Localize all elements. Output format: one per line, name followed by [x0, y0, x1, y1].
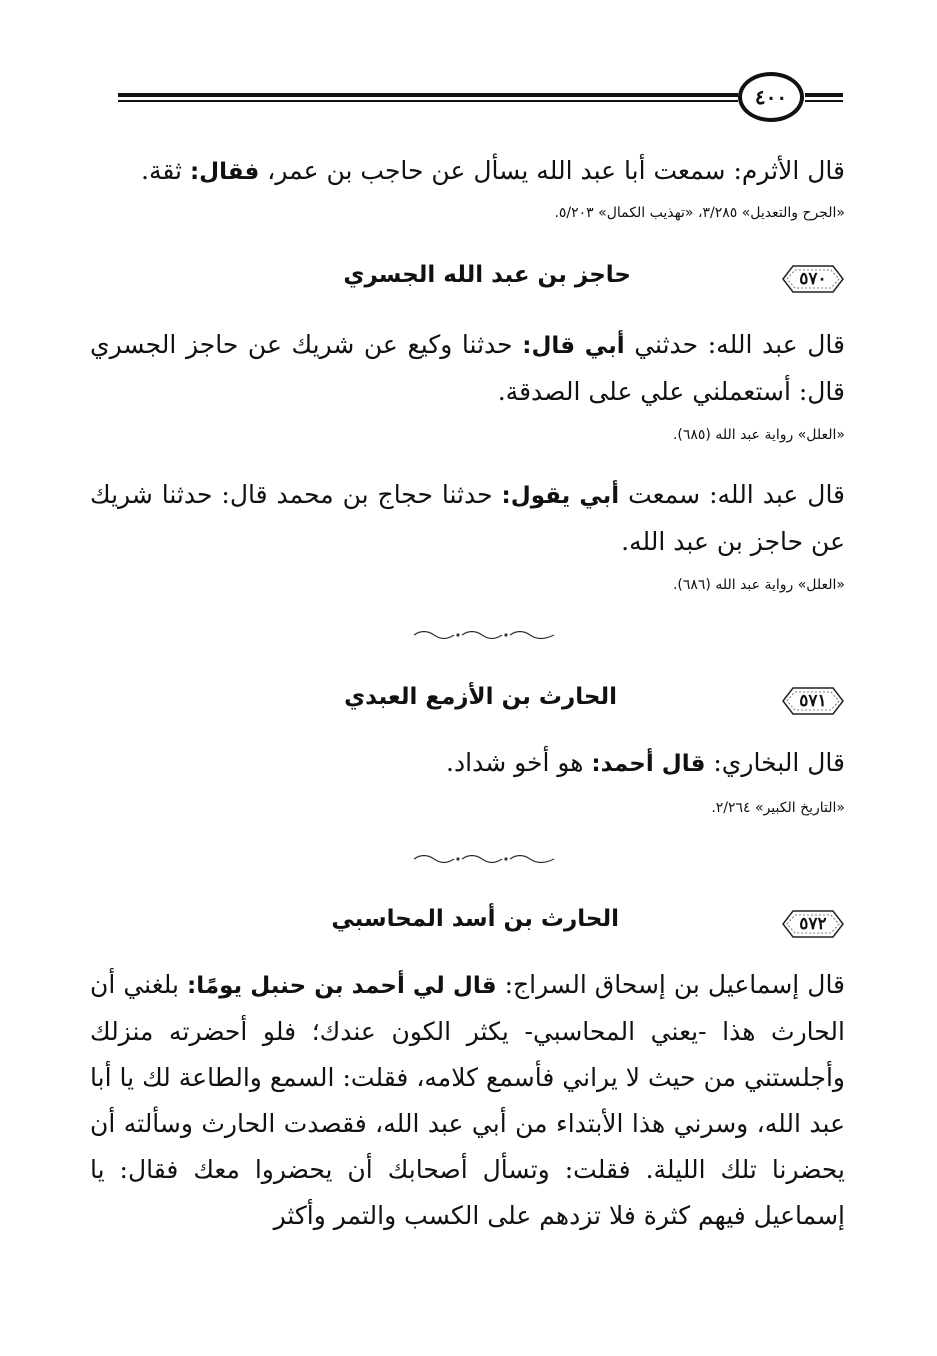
page-number: ٤٠٠ — [738, 72, 804, 122]
text-run: قال عبد الله: حدثني — [624, 330, 845, 359]
bold-text-run: أبي يقول: — [501, 483, 620, 509]
entry-number-badge — [781, 907, 845, 941]
text-run: حدثنا وكيع عن شريك عن حاجز الجسري قال: أستعملني علي على الصدقة. — [90, 330, 845, 406]
bold-text-run: أبي قال: — [522, 333, 625, 359]
divider-ornament-icon — [410, 852, 558, 866]
text-run: هو أخو شداد. — [446, 748, 592, 777]
entry-title: حاجز بن عبد الله الجسري — [343, 262, 631, 288]
paragraph-571-1 — [90, 740, 845, 787]
paragraph-athram — [85, 148, 845, 195]
text-run: قال البخاري: — [705, 748, 845, 777]
entry-number: ٥٧٠ — [799, 269, 827, 289]
paragraph-570-2 — [90, 472, 845, 565]
reference-citation: «الجرح والتعديل» ٣/٢٨٥، «تهذيب الكمال» ٥/٢٠٣. — [554, 205, 845, 221]
text-run: بلغني أن الحارث هذا -يعني المحاسبي- يكثر الكون عندك؛ فلو أحضرته منزلك وأجلستني من حيث لا يراني فأسمع كلامه، فقلت: السمع والطاعة لك يا أبا عبد الله، وسرني هذا الأبتداء من أبي عبد الله، فقصدت الحارث وسألته أن يحضرنا تلك الليلة. فقلت: وتسأل أصحابك أن يحضروا معك فقال: يا إسماعيل فيهم كثرة فلا تزدهم على الكسب والتمر وأكثر — [90, 970, 845, 1230]
bold-text-run: قال لي أحمد بن حنبل يومًا: — [187, 973, 497, 999]
entry-number: ٥٧١ — [799, 691, 827, 711]
header-rule-thin — [118, 100, 738, 102]
reference-citation: «التاريخ الكبير» ٢/٢٦٤. — [711, 800, 845, 816]
text-run: قال الأثرم: سمعت أبا عبد الله يسأل عن حاجب بن عمر، — [259, 156, 845, 185]
header-rule-right — [805, 93, 843, 97]
entry-title: الحارث بن الأزمع العبدي — [344, 684, 617, 710]
paragraph-572-1 — [90, 962, 845, 1239]
text-run: قال إسماعيل بن إسحاق السراج: — [496, 970, 846, 999]
bold-text-run: فقال: — [189, 159, 260, 185]
text-run: قال عبد الله: سمعت — [619, 480, 846, 509]
text-run: ثقة. — [141, 156, 190, 185]
text-run: حدثنا حجاج بن محمد قال: حدثنا شريك عن حاجز بن عبد الله. — [90, 480, 845, 556]
reference-citation: «العلل» رواية عبد الله (٦٨٥). — [672, 427, 845, 443]
entry-number-badge — [781, 684, 845, 718]
entry-title: الحارث بن أسد المحاسبي — [331, 906, 619, 932]
reference-citation: «العلل» رواية عبد الله (٦٨٦). — [672, 577, 845, 593]
header-rule-right-thin — [805, 100, 843, 102]
paragraph-570-1 — [90, 322, 845, 415]
bold-text-run: قال أحمد: — [591, 751, 706, 777]
entry-number-badge — [781, 262, 845, 296]
entry-number: ٥٧٢ — [799, 914, 827, 934]
header-rule — [118, 93, 738, 97]
divider-ornament-icon — [410, 628, 558, 642]
